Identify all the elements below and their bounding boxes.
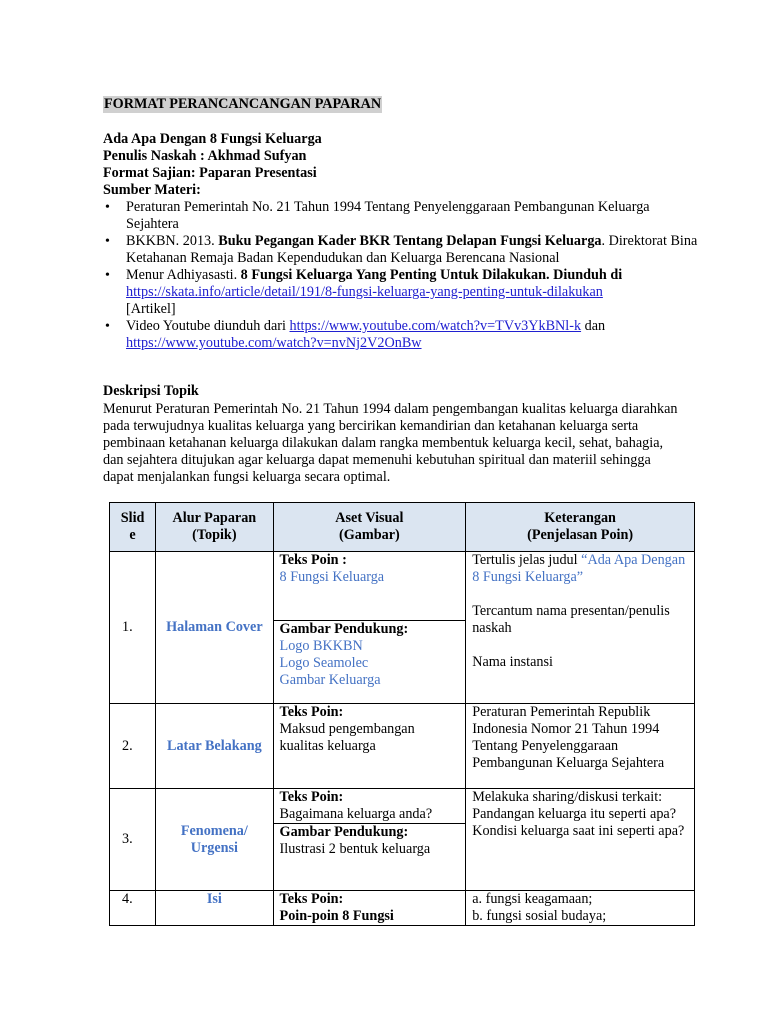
table-header-row xyxy=(110,503,695,552)
topic-cell: Isi xyxy=(156,891,273,926)
source-item: • Video Youtube diunduh dari https://www.youtube.com/watch?v=TVv3YkBNl-k dan https://www.youtube.com/watch?v=nvNj2V2OnBw xyxy=(103,318,703,352)
description-title: Deskripsi Topik xyxy=(103,383,199,399)
presentation-table xyxy=(109,502,695,926)
source-link[interactable]: https://skata.info/article/detail/191/8-fungsi-keluarga-yang-penting-untuk-dilakukan xyxy=(126,284,603,300)
asset-cell: Teks Poin: Bagaimana keluarga anda? Gambar Pendukung: Ilustrasi 2 bentuk keluarga xyxy=(273,789,466,891)
slide-number: 4. xyxy=(110,891,156,926)
header-slide: Slid e xyxy=(110,503,156,552)
topic-cell: Fenomena/ Urgensi xyxy=(156,789,273,891)
topic-cell: Latar Belakang xyxy=(156,704,273,789)
source-list xyxy=(103,199,703,352)
keterangan-cell: Tertulis jelas judul “Ada Apa Dengan 8 Fungsi Keluarga” Tercantum nama presentan/penulis naskah Nama instansi xyxy=(466,552,695,704)
table-row xyxy=(110,891,695,926)
table-row xyxy=(110,552,695,704)
document-meta xyxy=(103,131,703,352)
description-text: Menurut Peraturan Pemerintah No. 21 Tahun 1994 dalam pengembangan kualitas keluarga diarahkan pada terwujudnya kualitas keluarga yang bercirikan kemandirian dan ketahanan keluarga serta pembinaan ketahanan keluarga dilakukan dalam rangka membentuk keluarga kecil, sehat, bahagia, dan sejahtera ditujukan agar keluarga dapat memenuhi kebutuhan spiritual dan materiil sehingga dapat menjalankan fungsi keluarga secara optimal. xyxy=(103,401,678,485)
slide-number: 3. xyxy=(110,789,156,891)
format-line: Format Sajian: Paparan Presentasi xyxy=(103,165,317,181)
header-alur: Alur Paparan (Topik) xyxy=(156,503,273,552)
keterangan-cell: Peraturan Pemerintah Republik Indonesia Nomor 21 Tahun 1994 Tentang Penyelenggaraan Pembangunan Keluarga Sejahtera xyxy=(466,704,695,789)
topic-cell: Halaman Cover xyxy=(156,552,273,704)
header-keterangan: Keterangan (Penjelasan Poin) xyxy=(466,503,695,552)
source-item: • Peraturan Pemerintah No. 21 Tahun 1994 Tentang Penyelenggaraan Pembangunan Keluarga Sejahtera xyxy=(103,199,703,233)
asset-cell: Teks Poin: Poin-poin 8 Fungsi xyxy=(273,891,466,926)
presentation-title: Ada Apa Dengan 8 Fungsi Keluarga xyxy=(103,131,322,147)
source-link[interactable]: https://www.youtube.com/watch?v=nvNj2V2OnBw xyxy=(126,335,422,351)
source-item: • Menur Adhiyasasti. 8 Fungsi Keluarga Yang Penting Untuk Dilakukan. Diunduh di https://skata.info/article/detail/191/8-fungsi-keluarga-yang-penting-untuk-dilakukan [Artikel] xyxy=(103,267,703,318)
source-link[interactable]: https://www.youtube.com/watch?v=TVv3YkBNl-k xyxy=(289,318,582,334)
asset-cell: Teks Poin: Maksud pengembangan kualitas keluarga xyxy=(273,704,466,789)
keterangan-cell: a. fungsi keagamaan; b. fungsi sosial budaya; xyxy=(466,891,695,926)
slide-number: 1. xyxy=(110,552,156,704)
asset-cell: Teks Poin : 8 Fungsi Keluarga Gambar Pendukung: Logo BKKBN Logo Seamolec Gambar Keluarga xyxy=(273,552,466,704)
document-title: FORMAT PERANCANCANGAN PAPARAN xyxy=(104,96,382,112)
header-aset: Aset Visual (Gambar) xyxy=(273,503,466,552)
author-line: Penulis Naskah : Akhmad Sufyan xyxy=(103,148,307,164)
source-item: • BKKBN. 2013. Buku Pegangan Kader BKR Tentang Delapan Fungsi Keluarga. Direktorat Bina Ketahanan Remaja Badan Kependudukan dan Keluarga Berencana Nasional xyxy=(103,233,703,267)
table-row xyxy=(110,704,695,789)
source-label: Sumber Materi: xyxy=(103,182,201,198)
table-row xyxy=(110,789,695,891)
keterangan-cell: Melakuka sharing/diskusi terkait: Pandangan keluarga itu seperti apa? Kondisi keluarga saat ini seperti apa? xyxy=(466,789,695,891)
slide-number: 2. xyxy=(110,704,156,789)
